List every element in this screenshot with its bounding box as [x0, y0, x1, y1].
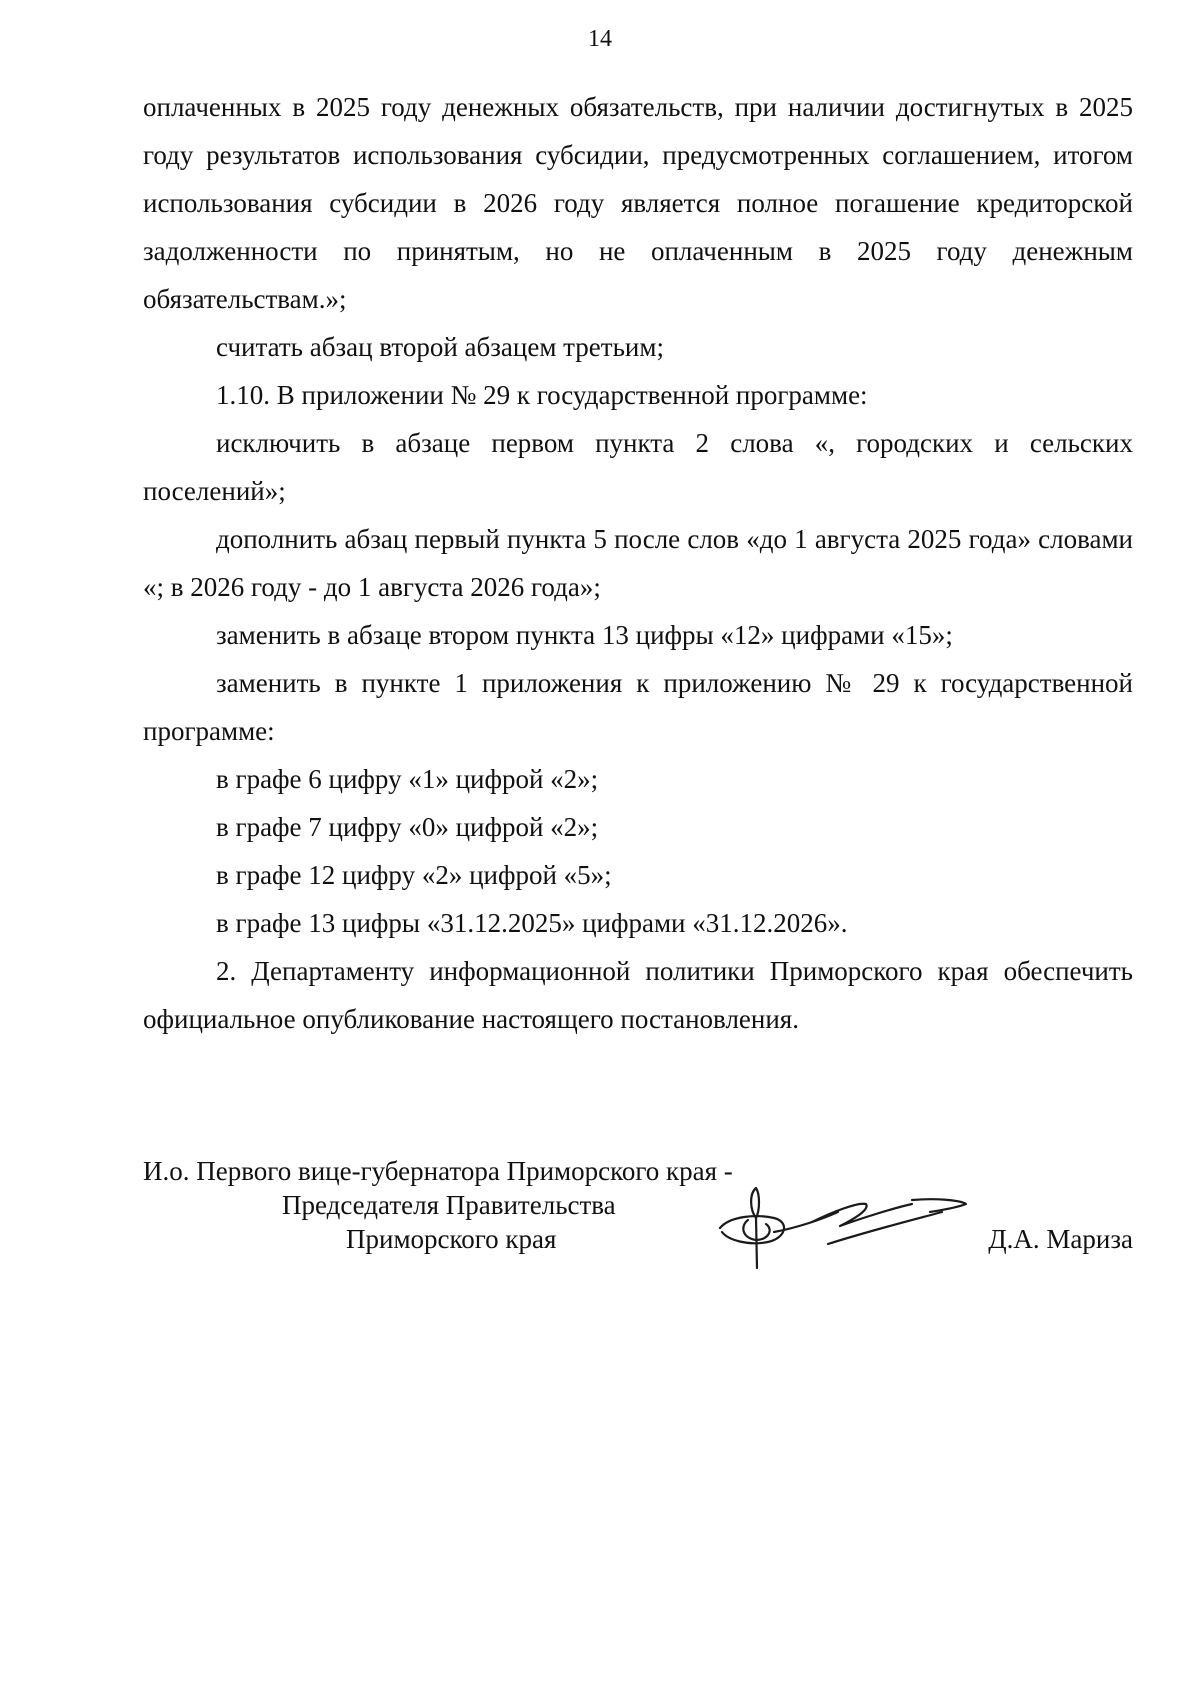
signatory-title-line-1: И.о. Первого вице-губернатора Приморского края - [143, 1156, 733, 1186]
paragraph: исключить в абзаце первом пункта 2 слова «, городских и сельских поселений»; [143, 428, 1133, 506]
paragraph: дополнить абзац первый пункта 5 после слов «до 1 августа 2025 года» словами «; в 2026 году - до 1 августа 2026 года»; [143, 524, 1133, 602]
handwritten-signature [716, 1180, 978, 1270]
paragraph: 2. Департаменту информационной политики Приморского края обеспечить официальное опубликование настоящего постановления. [143, 956, 1133, 1034]
paragraph: в графе 6 цифру «1» цифрой «2»; [216, 764, 599, 794]
paragraph: в графе 13 цифры «31.12.2025» цифрами «31.12.2026». [216, 908, 848, 938]
paragraph: в графе 7 цифру «0» цифрой «2»; [216, 812, 599, 842]
signatory-name: Д.А. Мариза [988, 1224, 1133, 1254]
paragraph: в графе 12 цифру «2» цифрой «5»; [216, 860, 612, 890]
page-number: 14 [588, 26, 612, 52]
signatory-title-line-2: Председателя Правительства [282, 1190, 616, 1220]
paragraph: считать абзац второй абзацем третьим; [216, 332, 664, 362]
paragraph: заменить в пункте 1 приложения к приложению № 29 к государственной программе: [143, 668, 1133, 746]
signatory-title-line-3: Приморского края [346, 1224, 557, 1254]
paragraph-continuation: оплаченных в 2025 году денежных обязательств, при наличии достигнутых в 2025 году результатов использования субсидии, предусмотренных соглашением, итогом использования субсидии в 2026 году является полное погашение кредиторской задолженности по принятым, но не оплаченным в 2025 году денежным обязательствам.»; [143, 92, 1133, 314]
document-body [143, 83, 1133, 1043]
paragraph: заменить в абзаце втором пункта 13 цифры «12» цифрами «15»; [216, 620, 953, 650]
paragraph: 1.10. В приложении № 29 к государственной программе: [216, 380, 868, 410]
